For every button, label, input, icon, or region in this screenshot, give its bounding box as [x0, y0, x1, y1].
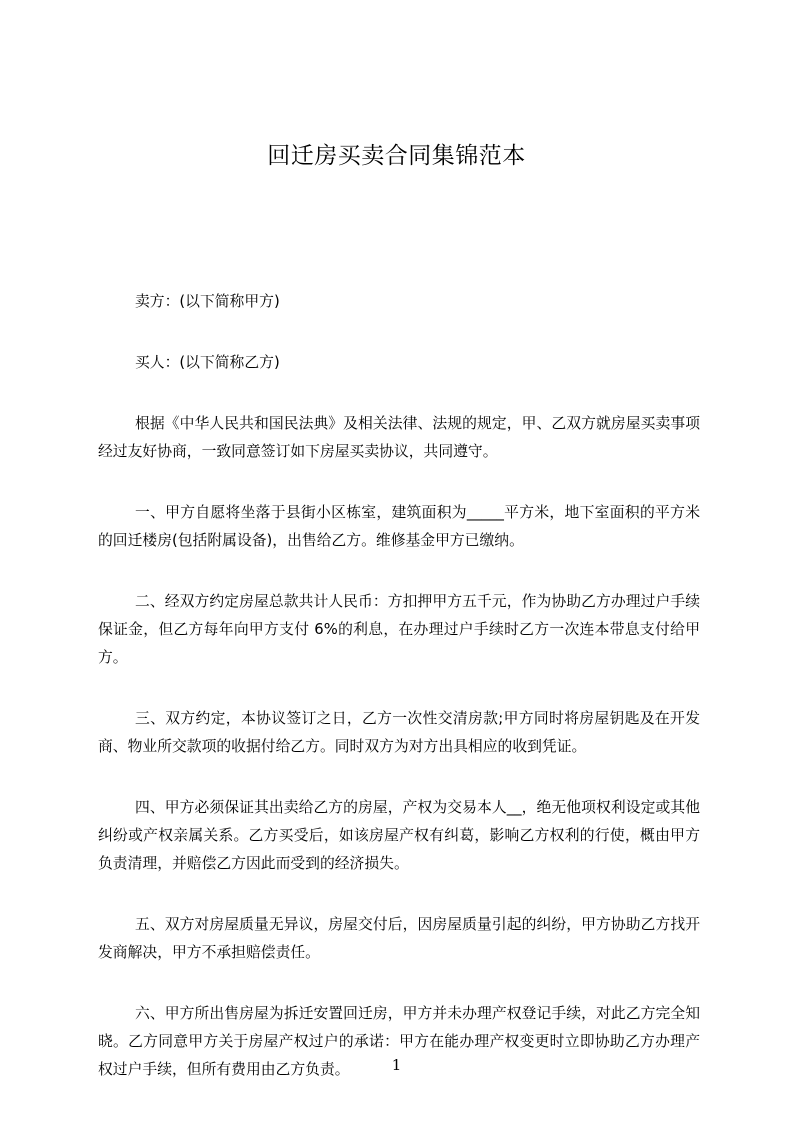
- clause-1: 一、甲方自愿将坐落于县街小区栋室，建筑面积为_____平方米，地下室面积的平方米的回迁楼房(包括附属设备)，出售给乙方。维修基金甲方已缴纳。: [98, 504, 700, 549]
- document-title: 回迁房买卖合同集锦范本: [267, 143, 526, 169]
- clause-4: 四、甲方必须保证其出卖给乙方的房屋，产权为交易本人__，绝无他项权利设定或其他纠纷或产权亲属关系。乙方买受后，如该房屋产权有纠葛，影响乙方权利的行使，概由甲方负责清理，并赔偿乙方因此而受到的经济损失。: [98, 799, 700, 872]
- buyer-line: 买人：(以下简称乙方): [135, 354, 280, 371]
- clause-5: 五、双方对房屋质量无异议，房屋交付后，因房屋质量引起的纠纷，甲方协助乙方找开发商解决，甲方不承担赔偿责任。: [98, 916, 700, 961]
- clause-2: 二、经双方约定房屋总款共计人民币：方扣押甲方五千元，作为协助乙方办理过户手续保证金，但乙方每年向甲方支付 6%的利息，在办理过户手续时乙方一次连本带息支付给甲方。: [98, 593, 700, 666]
- document-body: [98, 288, 700, 1117]
- clause-3: 三、双方约定，本协议签订之日，乙方一次性交清房款;甲方同时将房屋钥匙及在开发商、物业所交款项的收据付给乙方。同时双方为对方出具相应的收到凭证。: [98, 710, 700, 755]
- page-number: 1: [391, 1056, 402, 1074]
- clause-6: 六、甲方所出售房屋为拆迁安置回迁房，甲方并未办理产权登记手续，对此乙方完全知晓。乙方同意甲方关于房屋产权过户的承诺：甲方在能办理产权变更时立即协助乙方办理产权过户手续，但所有费用由乙方负责。: [98, 1005, 700, 1078]
- preamble-paragraph: 根据《中华人民共和国民法典》及相关法律、法规的规定，甲、乙双方就房屋买卖事项经过友好协商，一致同意签订如下房屋买卖协议，共同遵守。: [98, 415, 700, 460]
- seller-line: 卖方：(以下简称甲方): [135, 293, 280, 310]
